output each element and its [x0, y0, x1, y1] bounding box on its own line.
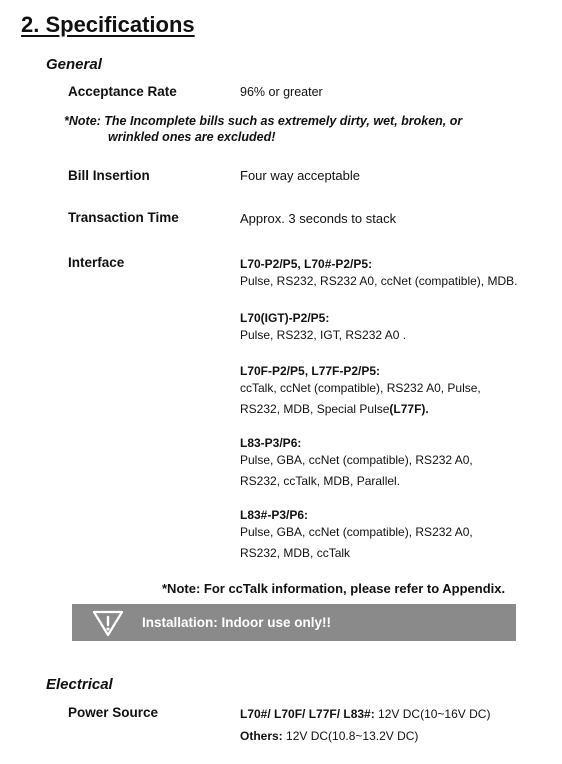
power-source-line1 — [240, 705, 490, 724]
interface-group-line: Pulse, RS232, RS232 A0, ccNet (compatible), MDB. — [240, 274, 518, 288]
interface-group-title: L83-P3/P6: — [240, 436, 302, 450]
cctalk-note: *Note: For ccTalk information, please refer to Appendix. — [162, 581, 506, 596]
interface-group-line: RS232, MDB, ccTalk — [240, 546, 351, 560]
power-source-voltage: 12V DC(10.8~13.2V DC) — [282, 729, 419, 743]
interface-group-line: Pulse, GBA, ccNet (compatible), RS232 A0, — [240, 525, 473, 539]
transaction-time-label: Transaction Time — [68, 210, 179, 225]
section-title: 2. Specifications — [21, 12, 195, 37]
interface-group-title: L70(IGT)-P2/P5: — [240, 311, 330, 325]
power-source-voltage: 12V DC(10~16V DC) — [374, 707, 491, 721]
interface-group-title: L70-P2/P5, L70#-P2/P5: — [240, 257, 373, 271]
interface-group-title: L83#-P3/P6: — [240, 508, 309, 522]
bill-insertion-value: Four way acceptable — [240, 168, 360, 183]
acceptance-rate-value: 96% or greater — [240, 85, 323, 99]
interface-group-title: L70F-P2/P5, L77F-P2/P5: — [240, 364, 381, 378]
interface-group-line — [240, 400, 429, 419]
power-source-models: L70#/ L70F/ L77F/ L83#: — [240, 707, 375, 721]
warning-icon — [92, 609, 124, 637]
power-source-label: Power Source — [68, 705, 159, 720]
interface-group-line: Pulse, GBA, ccNet (compatible), RS232 A0, — [240, 453, 473, 467]
power-source-line2 — [240, 727, 418, 746]
interface-label: Interface — [68, 255, 125, 270]
incomplete-bills-note-line1: *Note: The Incomplete bills such as extremely dirty, wet, broken, or — [64, 114, 463, 128]
power-source-models: Others: — [240, 729, 283, 743]
installation-banner-text: Installation: Indoor use only!! — [142, 615, 331, 630]
interface-group-line-text: RS232, MDB, Special Pulse — [240, 402, 390, 416]
acceptance-rate-label: Acceptance Rate — [68, 84, 177, 99]
general-heading: General — [46, 56, 102, 73]
installation-banner — [72, 604, 516, 641]
bill-insertion-label: Bill Insertion — [68, 168, 150, 183]
interface-group-line: ccTalk, ccNet (compatible), RS232 A0, Pulse, — [240, 381, 481, 395]
interface-group-line: Pulse, RS232, IGT, RS232 A0 . — [240, 328, 407, 342]
interface-group-line-emphasis: (L77F). — [389, 402, 429, 416]
interface-group-line: RS232, ccTalk, MDB, Parallel. — [240, 474, 401, 488]
electrical-heading: Electrical — [46, 676, 113, 693]
incomplete-bills-note-line2: wrinkled ones are excluded! — [108, 130, 276, 144]
transaction-time-value: Approx. 3 seconds to stack — [240, 211, 397, 226]
